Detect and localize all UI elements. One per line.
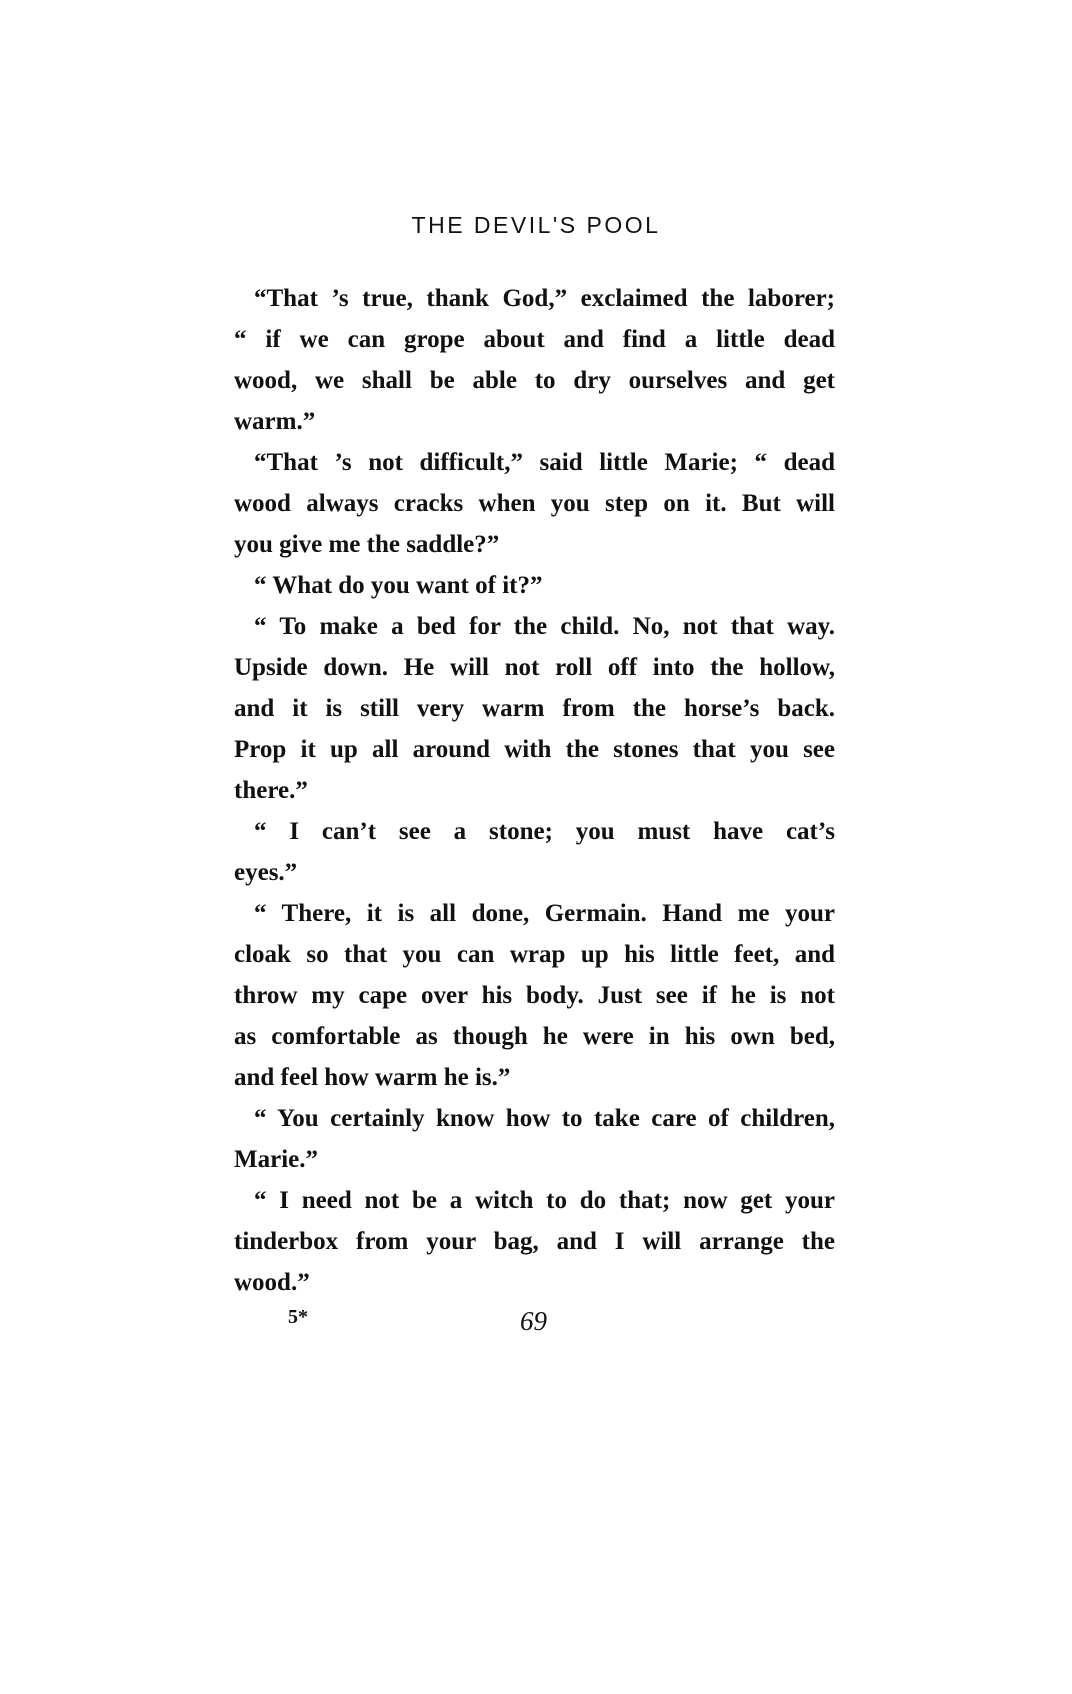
running-title: THE DEVIL'S POOL <box>411 212 661 238</box>
paragraph <box>234 442 835 565</box>
paragraph <box>234 893 835 1098</box>
text-line: “ I need not be a witch to do that; now get your <box>254 1187 835 1214</box>
text-line: “ You certainly know how to take care of children, <box>254 1105 835 1132</box>
text-line: cloak so that you can wrap up his little feet, and <box>234 941 835 968</box>
text-line: as comfortable as though he were in his own bed, <box>234 1023 835 1050</box>
text-line: wood always cracks when you step on it. But will <box>234 490 835 517</box>
text-line: and it is still very warm from the horse’s back. <box>234 695 835 722</box>
text-line: “ if we can grope about and find a little dead <box>234 326 835 353</box>
paragraph <box>234 811 835 893</box>
text-line: wood, we shall be able to dry ourselves and get <box>234 367 835 394</box>
text-line: wood.” <box>234 1269 310 1296</box>
text-line: and feel how warm he is.” <box>234 1064 511 1091</box>
text-line: “ I can’t see a stone; you must have cat’s <box>254 818 835 845</box>
paragraph <box>234 565 835 606</box>
text-line: warm.” <box>234 408 316 435</box>
text-line: Upside down. He will not roll off into the hollow, <box>234 654 835 681</box>
text-line: “That ’s not difficult,” said little Marie; “ dead <box>254 449 835 476</box>
paragraph <box>234 278 835 442</box>
paragraph <box>234 1098 835 1180</box>
page-body <box>234 278 835 1303</box>
text-line: “That ’s true, thank God,” exclaimed the laborer; <box>254 285 835 312</box>
text-line: there.” <box>234 777 308 804</box>
text-line: “ To make a bed for the child. No, not that way. <box>254 613 835 640</box>
text-line: Prop it up all around with the stones that you see <box>234 736 835 763</box>
signature-mark: 5* <box>288 1306 308 1328</box>
paragraph <box>234 606 835 811</box>
paragraph <box>234 1180 835 1303</box>
text-line: “ There, it is all done, Germain. Hand me your <box>254 900 835 927</box>
text-line: tinderbox from your bag, and I will arrange the <box>234 1228 835 1255</box>
text-line: you give me the saddle?” <box>234 531 500 558</box>
text-line: eyes.” <box>234 859 298 886</box>
text-line: Marie.” <box>234 1146 318 1173</box>
text-line: “ What do you want of it?” <box>254 572 543 599</box>
page-number: 69 <box>520 1306 547 1336</box>
text-line: throw my cape over his body. Just see if he is not <box>234 982 835 1009</box>
